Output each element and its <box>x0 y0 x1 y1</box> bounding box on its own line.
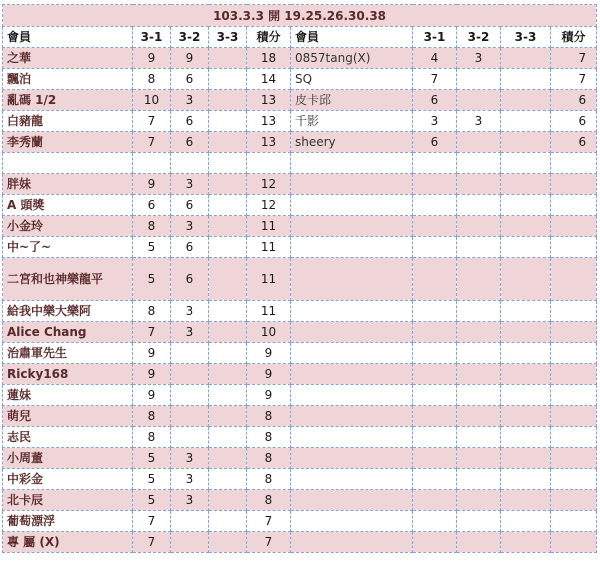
table-row <box>3 469 597 490</box>
member-name-2 <box>291 343 413 364</box>
score-3-3 <box>209 385 247 406</box>
score-3-1: 7 <box>133 532 171 553</box>
score-3-2: 3 <box>171 90 209 111</box>
table-row <box>3 427 597 448</box>
score-total: 9 <box>247 343 291 364</box>
score-table <box>2 4 597 553</box>
score-3-1: 8 <box>133 427 171 448</box>
member-name-2 <box>291 258 413 301</box>
header-3-3: 3-3 <box>209 27 247 48</box>
score-total: 18 <box>247 48 291 69</box>
score-3-1: 6 <box>133 195 171 216</box>
score-total-2 <box>551 364 597 385</box>
score-total: 8 <box>247 490 291 511</box>
score-3-2-b <box>457 90 501 111</box>
score-total-2 <box>551 195 597 216</box>
score-3-3 <box>209 48 247 69</box>
score-3-3-b <box>501 532 551 553</box>
score-3-1-b <box>413 364 457 385</box>
score-3-1-b <box>413 301 457 322</box>
score-3-3 <box>209 174 247 195</box>
score-3-2-b <box>457 237 501 258</box>
score-3-2-b <box>457 511 501 532</box>
score-3-1: 5 <box>133 237 171 258</box>
score-3-2: 3 <box>171 216 209 237</box>
member-name: 志民 <box>3 427 133 448</box>
member-name-2 <box>291 511 413 532</box>
score-3-1: 10 <box>133 90 171 111</box>
score-3-3 <box>209 469 247 490</box>
score-3-2 <box>171 511 209 532</box>
score-3-1-b <box>413 258 457 301</box>
member-name: 治肅軍先生 <box>3 343 133 364</box>
score-3-3-b <box>501 48 551 69</box>
table-row <box>3 364 597 385</box>
score-3-3 <box>209 216 247 237</box>
score-total: 11 <box>247 258 291 301</box>
score-3-1-b <box>413 511 457 532</box>
member-name-2 <box>291 532 413 553</box>
score-total-2: 7 <box>551 69 597 90</box>
score-3-2-b <box>457 469 501 490</box>
score-3-1-b: 6 <box>413 132 457 153</box>
header-member-2: 會員 <box>291 27 413 48</box>
score-3-1: 8 <box>133 216 171 237</box>
score-3-3-b <box>501 301 551 322</box>
score-total-2 <box>551 469 597 490</box>
score-3-3 <box>209 511 247 532</box>
score-3-2-b <box>457 132 501 153</box>
table-row <box>3 90 597 111</box>
score-total-2 <box>551 343 597 364</box>
score-3-2-b: 3 <box>457 48 501 69</box>
score-3-1-b <box>413 237 457 258</box>
header-3-3-b: 3-3 <box>501 27 551 48</box>
score-total: 8 <box>247 427 291 448</box>
score-3-2: 3 <box>171 490 209 511</box>
score-3-1-b <box>413 427 457 448</box>
score-3-3 <box>209 195 247 216</box>
member-name: 胖妹 <box>3 174 133 195</box>
score-3-3-b <box>501 343 551 364</box>
score-3-3-b <box>501 111 551 132</box>
score-total: 14 <box>247 69 291 90</box>
member-name: A 頭獎 <box>3 195 133 216</box>
score-3-2-b <box>457 490 501 511</box>
score-3-2: 6 <box>171 258 209 301</box>
score-3-2-b <box>457 406 501 427</box>
score-total: 11 <box>247 216 291 237</box>
table-row <box>3 301 597 322</box>
score-total: 8 <box>247 469 291 490</box>
member-name: 北卡辰 <box>3 490 133 511</box>
member-name: 李秀蘭 <box>3 132 133 153</box>
score-3-2: 6 <box>171 195 209 216</box>
score-total-2 <box>551 216 597 237</box>
score-3-3-b <box>501 469 551 490</box>
score-3-1: 5 <box>133 258 171 301</box>
score-3-2-b <box>457 301 501 322</box>
table-row <box>3 511 597 532</box>
member-name: 給我中樂大樂阿 <box>3 301 133 322</box>
score-3-1: 8 <box>133 69 171 90</box>
member-name-2 <box>291 490 413 511</box>
member-name: 專 屬 (X) <box>3 532 133 553</box>
header-row <box>3 27 597 48</box>
score-3-3 <box>209 69 247 90</box>
score-3-2-b <box>457 69 501 90</box>
score-total: 7 <box>247 532 291 553</box>
member-name: 蓮妹 <box>3 385 133 406</box>
score-3-2-b <box>457 532 501 553</box>
score-total-2 <box>551 406 597 427</box>
score-total-2: 6 <box>551 90 597 111</box>
score-3-2-b <box>457 153 501 174</box>
score-3-2 <box>171 406 209 427</box>
score-total: 11 <box>247 301 291 322</box>
score-total-2 <box>551 385 597 406</box>
score-total-2: 7 <box>551 48 597 69</box>
header-total: 積分 <box>247 27 291 48</box>
score-total: 13 <box>247 132 291 153</box>
member-name: 白豬龍 <box>3 111 133 132</box>
score-3-3 <box>209 301 247 322</box>
score-3-1: 9 <box>133 174 171 195</box>
score-3-3 <box>209 258 247 301</box>
member-name-2 <box>291 469 413 490</box>
score-3-1-b <box>413 195 457 216</box>
table-row <box>3 237 597 258</box>
score-3-1: 7 <box>133 511 171 532</box>
score-3-3 <box>209 406 247 427</box>
score-total: 10 <box>247 322 291 343</box>
member-name: Ricky168 <box>3 364 133 385</box>
score-3-3-b <box>501 90 551 111</box>
table-row <box>3 153 597 174</box>
score-3-1-b <box>413 532 457 553</box>
score-total-2 <box>551 258 597 301</box>
score-3-1: 9 <box>133 48 171 69</box>
score-3-2: 6 <box>171 132 209 153</box>
score-3-1-b <box>413 406 457 427</box>
score-3-3-b <box>501 195 551 216</box>
score-3-3-b <box>501 364 551 385</box>
score-3-3 <box>209 111 247 132</box>
score-3-2-b <box>457 448 501 469</box>
score-3-2 <box>171 385 209 406</box>
score-3-2-b <box>457 427 501 448</box>
score-3-3 <box>209 343 247 364</box>
member-name-2 <box>291 153 413 174</box>
score-3-1: 5 <box>133 469 171 490</box>
score-3-2-b <box>457 385 501 406</box>
score-total: 13 <box>247 111 291 132</box>
member-name-2: 皮卡邱 <box>291 90 413 111</box>
score-total-2 <box>551 511 597 532</box>
member-name-2 <box>291 448 413 469</box>
score-total: 12 <box>247 195 291 216</box>
member-name <box>3 153 133 174</box>
table-row <box>3 69 597 90</box>
table-row <box>3 490 597 511</box>
score-3-3 <box>209 532 247 553</box>
score-3-1: 8 <box>133 301 171 322</box>
score-total: 9 <box>247 364 291 385</box>
header-3-2-b: 3-2 <box>457 27 501 48</box>
score-total: 13 <box>247 90 291 111</box>
score-total-2 <box>551 448 597 469</box>
score-3-3 <box>209 237 247 258</box>
score-3-1-b <box>413 343 457 364</box>
member-name: 飄泊 <box>3 69 133 90</box>
score-3-2: 6 <box>171 237 209 258</box>
score-3-3-b <box>501 427 551 448</box>
score-total: 11 <box>247 237 291 258</box>
table-row <box>3 48 597 69</box>
score-3-3-b <box>501 406 551 427</box>
member-name-2 <box>291 216 413 237</box>
score-3-1-b <box>413 153 457 174</box>
score-total-2 <box>551 532 597 553</box>
score-3-3 <box>209 448 247 469</box>
score-3-1-b: 7 <box>413 69 457 90</box>
score-3-2: 3 <box>171 301 209 322</box>
member-name: 葡萄漂浮 <box>3 511 133 532</box>
score-total <box>247 153 291 174</box>
table-row <box>3 195 597 216</box>
table-row <box>3 322 597 343</box>
score-3-1: 5 <box>133 448 171 469</box>
score-3-3-b <box>501 237 551 258</box>
score-3-1-b <box>413 216 457 237</box>
score-3-3-b <box>501 490 551 511</box>
score-3-1-b: 6 <box>413 90 457 111</box>
score-total-2 <box>551 490 597 511</box>
title-row <box>3 5 597 27</box>
member-name-2 <box>291 322 413 343</box>
score-total: 7 <box>247 511 291 532</box>
table-row <box>3 132 597 153</box>
score-3-1: 9 <box>133 364 171 385</box>
score-3-3-b <box>501 174 551 195</box>
score-3-3 <box>209 364 247 385</box>
member-name-2 <box>291 301 413 322</box>
member-name-2 <box>291 237 413 258</box>
score-3-3-b <box>501 216 551 237</box>
member-name-2: sheery <box>291 132 413 153</box>
score-3-1-b: 3 <box>413 111 457 132</box>
score-3-1-b <box>413 448 457 469</box>
member-name: 之華 <box>3 48 133 69</box>
score-total-2 <box>551 322 597 343</box>
score-3-3 <box>209 427 247 448</box>
score-3-2-b <box>457 216 501 237</box>
score-3-3-b <box>501 69 551 90</box>
score-3-1-b <box>413 469 457 490</box>
score-total-2 <box>551 153 597 174</box>
score-3-3 <box>209 322 247 343</box>
score-3-3-b <box>501 385 551 406</box>
table-row <box>3 385 597 406</box>
score-3-2 <box>171 532 209 553</box>
score-3-2-b <box>457 258 501 301</box>
score-3-3-b <box>501 511 551 532</box>
score-3-2: 3 <box>171 469 209 490</box>
score-3-3 <box>209 132 247 153</box>
table-row <box>3 532 597 553</box>
score-total: 8 <box>247 448 291 469</box>
score-3-3-b <box>501 322 551 343</box>
member-name-2 <box>291 195 413 216</box>
member-name-2: SQ <box>291 69 413 90</box>
score-total-2 <box>551 427 597 448</box>
score-3-1: 9 <box>133 385 171 406</box>
score-3-3-b <box>501 132 551 153</box>
score-total: 8 <box>247 406 291 427</box>
score-total-2: 6 <box>551 132 597 153</box>
score-sheet <box>2 4 596 553</box>
table-row <box>3 216 597 237</box>
member-name: 萌兒 <box>3 406 133 427</box>
member-name: 二宮和也神樂龍平 <box>3 258 133 301</box>
score-3-2 <box>171 343 209 364</box>
member-name: 小周董 <box>3 448 133 469</box>
score-3-1-b: 4 <box>413 48 457 69</box>
score-3-3 <box>209 90 247 111</box>
score-3-1-b <box>413 490 457 511</box>
score-3-1 <box>133 153 171 174</box>
score-3-3-b <box>501 153 551 174</box>
score-total-2 <box>551 174 597 195</box>
table-row <box>3 406 597 427</box>
member-name: Alice Chang <box>3 322 133 343</box>
score-3-2-b <box>457 364 501 385</box>
score-3-1: 9 <box>133 343 171 364</box>
score-3-2: 3 <box>171 174 209 195</box>
score-3-3 <box>209 490 247 511</box>
score-3-2 <box>171 153 209 174</box>
table-row <box>3 174 597 195</box>
score-3-1-b <box>413 322 457 343</box>
score-3-3-b <box>501 258 551 301</box>
member-name-2 <box>291 174 413 195</box>
member-name: 小金玲 <box>3 216 133 237</box>
score-3-3 <box>209 153 247 174</box>
member-name: 亂碼 1/2 <box>3 90 133 111</box>
score-3-2-b <box>457 343 501 364</box>
score-3-1-b <box>413 174 457 195</box>
member-name-2 <box>291 427 413 448</box>
header-total-2: 積分 <box>551 27 597 48</box>
member-name-2 <box>291 385 413 406</box>
member-name: 中彩金 <box>3 469 133 490</box>
score-3-2 <box>171 364 209 385</box>
score-3-2-b: 3 <box>457 111 501 132</box>
score-3-2 <box>171 427 209 448</box>
score-3-3-b <box>501 448 551 469</box>
score-3-1: 5 <box>133 490 171 511</box>
header-3-1: 3-1 <box>133 27 171 48</box>
score-3-2: 3 <box>171 322 209 343</box>
score-3-2-b <box>457 195 501 216</box>
table-row <box>3 258 597 301</box>
score-3-2: 6 <box>171 111 209 132</box>
score-total-2 <box>551 237 597 258</box>
table-row <box>3 343 597 364</box>
score-3-2: 6 <box>171 69 209 90</box>
member-name-2 <box>291 406 413 427</box>
member-name-2 <box>291 364 413 385</box>
member-name-2: 0857tang(X) <box>291 48 413 69</box>
header-3-1-b: 3-1 <box>413 27 457 48</box>
header-member: 會員 <box>3 27 133 48</box>
member-name: 中~了~ <box>3 237 133 258</box>
table-row <box>3 111 597 132</box>
table-row <box>3 448 597 469</box>
score-3-2-b <box>457 174 501 195</box>
score-3-1-b <box>413 385 457 406</box>
score-total-2: 6 <box>551 111 597 132</box>
score-3-1: 8 <box>133 406 171 427</box>
score-total: 9 <box>247 385 291 406</box>
sheet-title: 103.3.3 開 19.25.26.30.38 <box>3 5 597 27</box>
score-3-2: 9 <box>171 48 209 69</box>
score-3-2-b <box>457 322 501 343</box>
score-3-1: 7 <box>133 132 171 153</box>
score-3-2: 3 <box>171 448 209 469</box>
header-3-2: 3-2 <box>171 27 209 48</box>
score-total: 12 <box>247 174 291 195</box>
score-3-1: 7 <box>133 322 171 343</box>
member-name-2: 千影 <box>291 111 413 132</box>
score-3-1: 7 <box>133 111 171 132</box>
score-total-2 <box>551 301 597 322</box>
